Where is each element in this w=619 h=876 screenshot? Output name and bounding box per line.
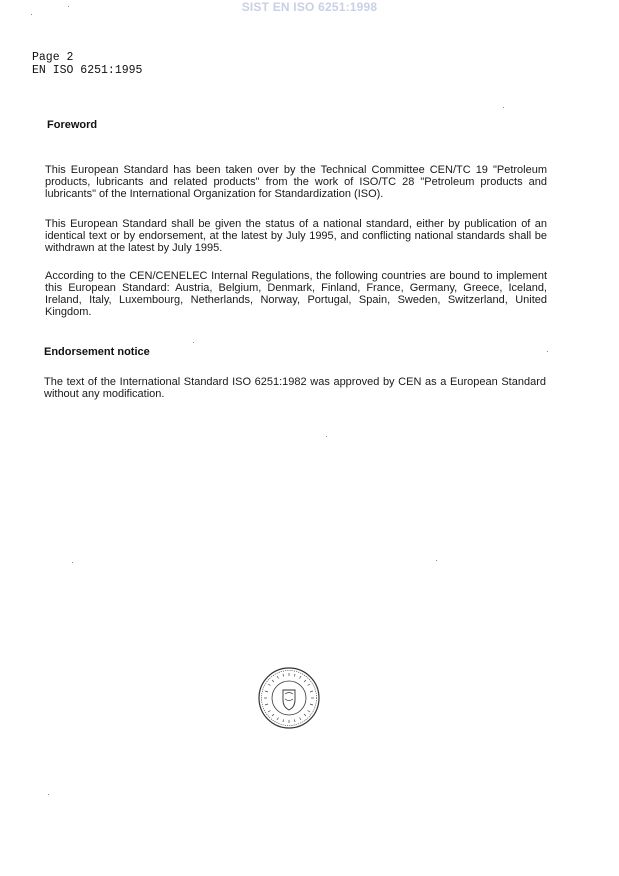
endorsement-paragraph: The text of the International Standard ISO 6251:1982 was approved by CEN as a European Standard without any modification. bbox=[44, 376, 546, 400]
scan-speck bbox=[31, 14, 32, 15]
page-header bbox=[32, 52, 142, 77]
scan-speck bbox=[436, 560, 437, 561]
scan-speck bbox=[48, 794, 49, 795]
foreword-paragraph-3: According to the CEN/CENELEC Internal Regulations, the following countries are bound to implement this European Standard: Austria, Belgium, Denmark, Finland, France, Germany, Greece, Iceland, Ireland, Italy, Luxembourg, Netherlands, Norway, Portugal, Spain, Sweden, Switzerland, United Kingdom. bbox=[45, 270, 547, 318]
foreword-paragraph-1: This European Standard has been taken over by the Technical Committee CEN/TC 19 "Petroleum products, lubricants and related products" from the work of ISO/TC 28 "Petroleum products and lubricants" of the International Organization for Standardization (ISO). bbox=[45, 164, 547, 200]
scan-speck bbox=[68, 6, 69, 7]
foreword-paragraph-2: This European Standard shall be given the status of a national standard, either by publication of an identical text or by endorsement, at the latest by July 1995, and conflicting national standards shall be withdrawn at the latest by July 1995. bbox=[45, 218, 547, 254]
endorsement-heading: Endorsement notice bbox=[44, 346, 150, 358]
watermark: SIST EN ISO 6251:1998 bbox=[241, 0, 378, 14]
scan-speck bbox=[72, 562, 73, 563]
official-seal-stamp bbox=[257, 666, 321, 730]
foreword-heading: Foreword bbox=[47, 119, 98, 131]
document-id: EN ISO 6251:1995 bbox=[32, 63, 143, 77]
scan-speck bbox=[503, 107, 504, 108]
scan-speck bbox=[547, 351, 548, 352]
scan-speck bbox=[193, 342, 194, 343]
page-number: Page 2 bbox=[32, 51, 74, 64]
scan-speck bbox=[326, 436, 327, 437]
